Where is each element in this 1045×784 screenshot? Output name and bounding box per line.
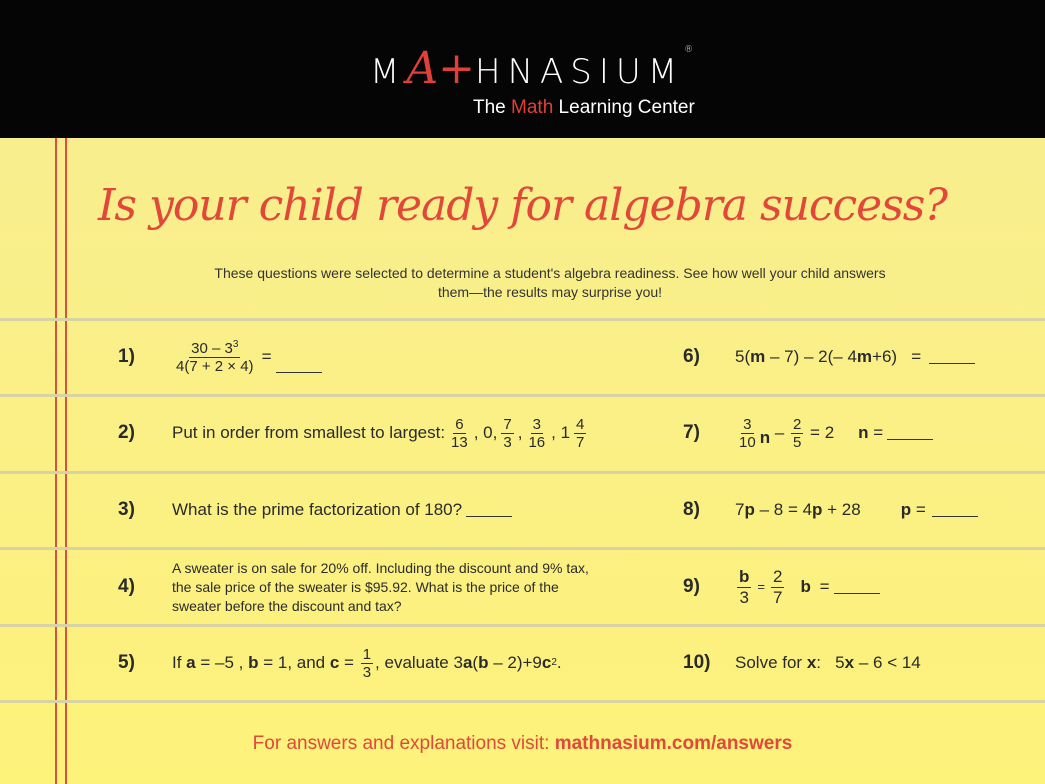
text: 9) bbox=[683, 576, 700, 597]
text: m bbox=[856, 347, 873, 366]
text: 3 bbox=[743, 415, 752, 433]
math-part bbox=[174, 340, 256, 375]
page-title: Is your child ready for algebra success? bbox=[98, 180, 947, 231]
text: 5 bbox=[792, 433, 802, 451]
text: A sweater is on sale for 20% off. Including the discount and 9% tax, the sale price of the sweater is $95.92. What is the price of the sweater before the discount and tax? bbox=[172, 559, 589, 614]
text: 3 bbox=[362, 663, 372, 681]
math-part bbox=[791, 416, 803, 451]
rule-line bbox=[0, 394, 1045, 397]
math-part bbox=[735, 327, 975, 387]
rule-line bbox=[0, 624, 1045, 627]
math-part bbox=[449, 416, 470, 451]
question-3 bbox=[118, 480, 618, 540]
text: The bbox=[473, 97, 512, 118]
math-part bbox=[735, 480, 978, 540]
question-10 bbox=[683, 633, 1023, 693]
text: . bbox=[556, 653, 562, 672]
text: 16 bbox=[528, 433, 546, 451]
text: 2 bbox=[792, 415, 802, 433]
math-part bbox=[574, 416, 586, 451]
rule-line bbox=[0, 318, 1045, 321]
text: 3 bbox=[503, 433, 512, 451]
answer-blank bbox=[932, 503, 978, 517]
text: 7 bbox=[503, 415, 512, 433]
math-part bbox=[172, 327, 322, 387]
text: 4 bbox=[576, 415, 585, 433]
logo-word: HNASIUM bbox=[475, 52, 685, 92]
text: 7 bbox=[576, 433, 585, 451]
answer-blank bbox=[887, 426, 933, 440]
answer-blank bbox=[466, 503, 512, 517]
text: 4(7 + 2 × 4) bbox=[176, 357, 254, 375]
math-part bbox=[172, 557, 592, 617]
text: x bbox=[806, 653, 817, 672]
text: 4) bbox=[118, 576, 135, 597]
question-2 bbox=[118, 403, 618, 463]
math-part bbox=[735, 557, 880, 617]
answer-blank bbox=[276, 359, 322, 373]
text: Math bbox=[511, 97, 554, 118]
text: 6 bbox=[455, 415, 464, 433]
text: n bbox=[759, 428, 771, 447]
math-part bbox=[737, 567, 751, 608]
text: = 1, and bbox=[258, 653, 330, 672]
text: + 28 bbox=[822, 500, 861, 519]
math-part bbox=[501, 416, 513, 451]
text: Solve for bbox=[735, 653, 807, 672]
math-part bbox=[189, 340, 240, 358]
text: 3 bbox=[232, 338, 239, 350]
text: 10) bbox=[683, 652, 711, 673]
question-8 bbox=[683, 480, 1023, 540]
rule-line bbox=[0, 700, 1045, 703]
math-part bbox=[172, 403, 588, 463]
text: , evaluate 3 bbox=[375, 653, 463, 672]
text: a bbox=[462, 653, 473, 672]
text: p bbox=[812, 500, 823, 519]
question-4 bbox=[118, 557, 618, 617]
rule-line bbox=[0, 547, 1045, 550]
mathnasium-logo: MA+HNASIUM® bbox=[370, 43, 694, 94]
text: c bbox=[541, 653, 552, 672]
text: 2 bbox=[772, 566, 783, 586]
text: b bbox=[248, 653, 259, 672]
text: 1 bbox=[362, 645, 372, 663]
math-part bbox=[172, 480, 512, 540]
math-part bbox=[361, 646, 373, 681]
text: – 2)+9 bbox=[488, 653, 542, 672]
text: x bbox=[844, 653, 855, 672]
text: , 1 bbox=[551, 423, 571, 442]
text: – bbox=[770, 423, 789, 442]
text: = –5 , bbox=[195, 653, 249, 672]
text: 7) bbox=[683, 422, 700, 443]
answers-link[interactable]: mathnasium.com/answers bbox=[554, 733, 793, 754]
text: – 6 < 14 bbox=[854, 653, 921, 672]
logo-m: M bbox=[370, 52, 407, 92]
question-7 bbox=[683, 403, 1023, 463]
text: b bbox=[478, 653, 489, 672]
math-part bbox=[737, 416, 758, 451]
math-part bbox=[526, 416, 547, 451]
text: p bbox=[900, 500, 912, 519]
text: = bbox=[339, 653, 359, 672]
answer-blank bbox=[834, 580, 880, 594]
text: , bbox=[517, 423, 523, 442]
math-part bbox=[735, 633, 921, 693]
text: = bbox=[757, 579, 765, 594]
text: 5) bbox=[118, 652, 135, 673]
text: 7 bbox=[735, 500, 745, 519]
text: 30 – 3 bbox=[191, 339, 233, 357]
text: 13 bbox=[451, 433, 468, 451]
text: = 2 bbox=[805, 423, 835, 442]
text: m bbox=[750, 347, 766, 366]
text: Put in order from smallest to largest: bbox=[172, 423, 446, 442]
text: – 8 = 4 bbox=[754, 500, 813, 519]
header bbox=[0, 0, 1045, 138]
question-6 bbox=[683, 327, 1023, 387]
text: 8) bbox=[683, 499, 700, 520]
text: : 5 bbox=[816, 653, 845, 672]
registered-mark: ® bbox=[684, 45, 694, 55]
text: 7 bbox=[772, 587, 783, 607]
rule-line bbox=[0, 471, 1045, 474]
text: = bbox=[868, 423, 884, 442]
subtitle: These questions were selected to determine a student's algebra readiness. See how well your child answers them—the results may surprise you! bbox=[214, 265, 886, 300]
text: b bbox=[800, 577, 811, 596]
text: – 7) – 2(– 4 bbox=[765, 347, 857, 366]
math-part bbox=[735, 403, 933, 463]
text: , 0, bbox=[473, 423, 498, 442]
text: ( bbox=[472, 653, 479, 672]
text: If bbox=[172, 653, 187, 672]
text: 10 bbox=[739, 433, 756, 451]
footer bbox=[0, 732, 1045, 756]
text: 5( bbox=[735, 347, 751, 366]
text: 3) bbox=[118, 499, 135, 520]
text: For answers and explanations visit: bbox=[252, 733, 555, 754]
question-1 bbox=[118, 327, 618, 387]
text: = bbox=[814, 577, 830, 596]
math-part bbox=[771, 567, 784, 608]
text: n bbox=[858, 423, 869, 442]
question-9 bbox=[683, 557, 1023, 617]
text: 3 bbox=[739, 587, 749, 607]
text: a bbox=[186, 653, 196, 672]
text: = bbox=[261, 347, 272, 366]
text: +6) = bbox=[872, 347, 922, 366]
question-5 bbox=[118, 633, 618, 693]
text: c bbox=[329, 653, 340, 672]
text: What is the prime factorization of 180? bbox=[172, 500, 463, 519]
logo-tagline bbox=[473, 96, 695, 120]
text: 6) bbox=[683, 346, 700, 367]
text: = bbox=[911, 500, 926, 519]
text: 1) bbox=[118, 346, 135, 367]
text: b bbox=[739, 566, 750, 586]
text: p bbox=[744, 500, 755, 519]
text: 3 bbox=[532, 415, 541, 433]
math-part: If a = –5 , b = 1, and c = $\frac{1}{3}$ , evaluate 3 a ( b – 2)+9 c 2 . bbox=[172, 645, 562, 681]
text: 2) bbox=[118, 422, 135, 443]
text: Learning Center bbox=[553, 97, 695, 118]
answer-blank bbox=[929, 350, 975, 364]
